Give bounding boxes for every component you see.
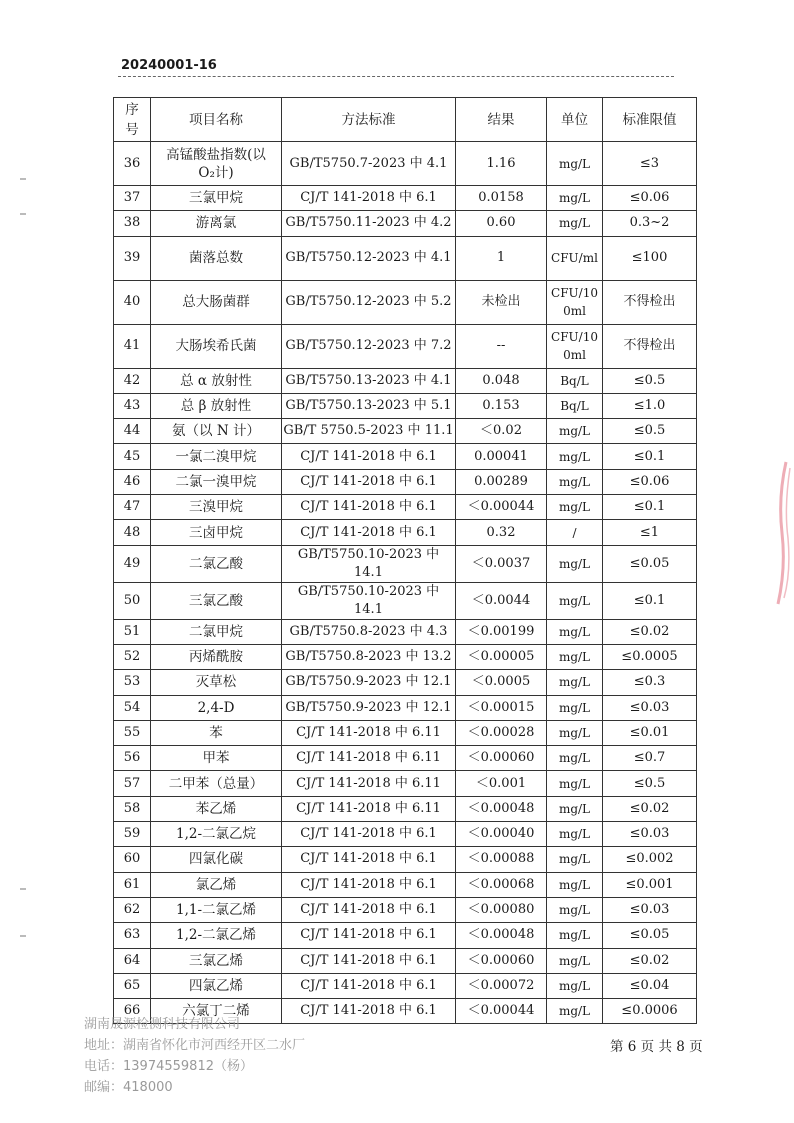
footer-phone: 电话：13974559812（杨） — [84, 1059, 253, 1074]
cell-result: ＜0.00080 — [456, 897, 547, 922]
cell-limit: ≤0.05 — [603, 923, 697, 948]
cell-result: ＜0.00015 — [456, 695, 547, 720]
cell-item: 1,2-二氯乙烯 — [151, 923, 282, 948]
cell-limit: ≤0.002 — [603, 847, 697, 872]
cell-method: GB/T5750.8-2023 中 13.2 — [282, 644, 456, 669]
cell-result: 0.32 — [456, 520, 547, 545]
cell-limit: ≤0.1 — [603, 495, 697, 520]
cell-result: 未检出 — [456, 280, 547, 324]
cell-method: CJ/T 141-2018 中 6.1 — [282, 973, 456, 998]
cell-limit: ≤0.03 — [603, 897, 697, 922]
table-row — [114, 973, 697, 998]
cell-unit: mg/L — [547, 419, 603, 444]
cell-seq: 48 — [114, 520, 151, 545]
cell-method: CJ/T 141-2018 中 6.1 — [282, 444, 456, 469]
cell-unit: Bq/L — [547, 368, 603, 393]
cell-limit: ≤0.7 — [603, 746, 697, 771]
cell-item: 二氯乙酸 — [151, 545, 282, 582]
cell-item: 游离氯 — [151, 211, 282, 236]
cell-seq: 39 — [114, 236, 151, 280]
cell-method: GB/T5750.13-2023 中 5.1 — [282, 393, 456, 418]
cell-seq: 55 — [114, 720, 151, 745]
cell-item: 四氯化碳 — [151, 847, 282, 872]
cell-item: 1,1-二氯乙烯 — [151, 897, 282, 922]
cell-unit: mg/L — [547, 923, 603, 948]
cell-unit: mg/L — [547, 948, 603, 973]
footer-postcode: 邮编：418000 — [84, 1080, 173, 1095]
cell-item: 一氯二溴甲烷 — [151, 444, 282, 469]
header-result: 结果 — [456, 98, 547, 142]
table-row — [114, 419, 697, 444]
cell-method: CJ/T 141-2018 中 6.1 — [282, 822, 456, 847]
cell-item: 总大肠菌群 — [151, 280, 282, 324]
cell-method: GB/T5750.10-2023 中 14.1 — [282, 545, 456, 582]
cell-seq: 38 — [114, 211, 151, 236]
cell-result: ＜0.00060 — [456, 948, 547, 973]
table-row — [114, 796, 697, 821]
cell-result: ＜0.001 — [456, 771, 547, 796]
cell-seq: 64 — [114, 948, 151, 973]
table-row — [114, 142, 697, 186]
cell-limit: 不得检出 — [603, 324, 697, 368]
cell-limit: ≤0.1 — [603, 444, 697, 469]
cell-item: 二甲苯（总量） — [151, 771, 282, 796]
cell-seq: 57 — [114, 771, 151, 796]
cell-result: 0.048 — [456, 368, 547, 393]
table-row — [114, 495, 697, 520]
cell-unit: mg/L — [547, 495, 603, 520]
cell-item: 大肠埃希氏菌 — [151, 324, 282, 368]
cell-limit: ≤0.05 — [603, 545, 697, 582]
cell-item: 2,4-D — [151, 695, 282, 720]
cell-result: ＜0.02 — [456, 419, 547, 444]
cell-method: CJ/T 141-2018 中 6.1 — [282, 186, 456, 211]
footer-company: 湖南晟源检测科技有限公司 — [84, 1017, 241, 1032]
cell-seq: 45 — [114, 444, 151, 469]
cell-method: CJ/T 141-2018 中 6.11 — [282, 746, 456, 771]
cell-item: 苯 — [151, 720, 282, 745]
table-row — [114, 771, 697, 796]
margin-mark — [20, 935, 26, 937]
margin-mark — [20, 888, 26, 890]
table-row — [114, 444, 697, 469]
cell-seq: 54 — [114, 695, 151, 720]
cell-result: ＜0.00199 — [456, 619, 547, 644]
table-body — [114, 142, 697, 1024]
cell-method: CJ/T 141-2018 中 6.1 — [282, 520, 456, 545]
header-item: 项目名称 — [151, 98, 282, 142]
margin-mark — [20, 213, 26, 215]
header-method: 方法标准 — [282, 98, 456, 142]
cell-limit: ≤0.02 — [603, 796, 697, 821]
cell-limit: ≤0.04 — [603, 973, 697, 998]
cell-item: 氯乙烯 — [151, 872, 282, 897]
cell-method: GB/T5750.8-2023 中 4.3 — [282, 619, 456, 644]
cell-unit: mg/L — [547, 142, 603, 186]
cell-item: 高锰酸盐指数(以O₂计) — [151, 142, 282, 186]
cell-item: 1,2-二氯乙烷 — [151, 822, 282, 847]
cell-item: 灭草松 — [151, 670, 282, 695]
cell-unit: mg/L — [547, 973, 603, 998]
report-number: 20240001-16 — [121, 58, 217, 73]
header-limit: 标准限值 — [603, 98, 697, 142]
cell-item: 三卤甲烷 — [151, 520, 282, 545]
cell-seq: 46 — [114, 469, 151, 494]
cell-method: CJ/T 141-2018 中 6.1 — [282, 495, 456, 520]
cell-seq: 41 — [114, 324, 151, 368]
cell-method: GB/T5750.11-2023 中 4.2 — [282, 211, 456, 236]
cell-result: 1.16 — [456, 142, 547, 186]
cell-item: 甲苯 — [151, 746, 282, 771]
table-row — [114, 872, 697, 897]
cell-item: 丙烯酰胺 — [151, 644, 282, 669]
cell-unit: mg/L — [547, 897, 603, 922]
cell-item: 总 α 放射性 — [151, 368, 282, 393]
cell-seq: 62 — [114, 897, 151, 922]
cell-seq: 53 — [114, 670, 151, 695]
cell-item: 三氯乙烯 — [151, 948, 282, 973]
cell-result: 0.0158 — [456, 186, 547, 211]
cell-result: ＜0.00060 — [456, 746, 547, 771]
table-row — [114, 582, 697, 619]
cell-item: 苯乙烯 — [151, 796, 282, 821]
cell-result: ＜0.00040 — [456, 822, 547, 847]
cell-method: GB/T5750.13-2023 中 4.1 — [282, 368, 456, 393]
cell-limit: ≤3 — [603, 142, 697, 186]
cell-limit: ≤0.5 — [603, 368, 697, 393]
table-row — [114, 822, 697, 847]
margin-mark — [20, 178, 26, 180]
cell-item: 四氯乙烯 — [151, 973, 282, 998]
cell-seq: 65 — [114, 973, 151, 998]
cell-limit: ≤1 — [603, 520, 697, 545]
cell-unit: CFU/100ml — [547, 280, 603, 324]
cell-limit: ≤0.02 — [603, 948, 697, 973]
cell-result: ＜0.00048 — [456, 923, 547, 948]
cell-item: 菌落总数 — [151, 236, 282, 280]
table-row — [114, 324, 697, 368]
cell-seq: 66 — [114, 999, 151, 1024]
cell-result: ＜0.00068 — [456, 872, 547, 897]
cell-item: 三溴甲烷 — [151, 495, 282, 520]
cell-method: CJ/T 141-2018 中 6.1 — [282, 897, 456, 922]
table-row — [114, 545, 697, 582]
cell-seq: 61 — [114, 872, 151, 897]
cell-unit: Bq/L — [547, 393, 603, 418]
cell-seq: 47 — [114, 495, 151, 520]
cell-unit: mg/L — [547, 746, 603, 771]
cell-unit: CFU/100ml — [547, 324, 603, 368]
cell-unit: mg/L — [547, 545, 603, 582]
cell-unit: mg/L — [547, 444, 603, 469]
cell-result: ＜0.00088 — [456, 847, 547, 872]
table-row — [114, 897, 697, 922]
cell-unit: mg/L — [547, 582, 603, 619]
cell-limit: ≤0.03 — [603, 695, 697, 720]
cell-seq: 44 — [114, 419, 151, 444]
cell-limit: ≤0.06 — [603, 186, 697, 211]
cell-seq: 37 — [114, 186, 151, 211]
cell-seq: 63 — [114, 923, 151, 948]
cell-method: GB/T5750.12-2023 中 7.2 — [282, 324, 456, 368]
cell-limit: ≤0.01 — [603, 720, 697, 745]
cell-unit: mg/L — [547, 771, 603, 796]
cell-seq: 52 — [114, 644, 151, 669]
page-number: 第 6 页 共 8 页 — [610, 1039, 703, 1055]
results-table — [113, 97, 697, 1024]
cell-limit: ≤0.02 — [603, 619, 697, 644]
cell-item: 六氯丁二烯 — [151, 999, 282, 1024]
cell-unit: mg/L — [547, 720, 603, 745]
cell-seq: 51 — [114, 619, 151, 644]
cell-result: ＜0.0044 — [456, 582, 547, 619]
table-row — [114, 236, 697, 280]
cell-item: 三氯甲烷 — [151, 186, 282, 211]
cell-unit: / — [547, 520, 603, 545]
cell-unit: mg/L — [547, 822, 603, 847]
table-row — [114, 720, 697, 745]
table-row — [114, 368, 697, 393]
cell-result: ＜0.00048 — [456, 796, 547, 821]
table-row — [114, 847, 697, 872]
cell-limit: ≤0.06 — [603, 469, 697, 494]
cell-limit: ≤0.0006 — [603, 999, 697, 1024]
cell-method: CJ/T 141-2018 中 6.1 — [282, 923, 456, 948]
header-unit: 单位 — [547, 98, 603, 142]
cell-seq: 42 — [114, 368, 151, 393]
cell-unit: mg/L — [547, 695, 603, 720]
table-row — [114, 619, 697, 644]
table-row — [114, 186, 697, 211]
cell-limit: ≤0.5 — [603, 419, 697, 444]
cell-seq: 36 — [114, 142, 151, 186]
table-row — [114, 520, 697, 545]
table-row — [114, 923, 697, 948]
cell-result: ＜0.00028 — [456, 720, 547, 745]
cell-result: 0.60 — [456, 211, 547, 236]
cell-seq: 60 — [114, 847, 151, 872]
cell-unit: mg/L — [547, 999, 603, 1024]
cell-item: 二氯甲烷 — [151, 619, 282, 644]
cell-seq: 43 — [114, 393, 151, 418]
cell-unit: mg/L — [547, 644, 603, 669]
cell-method: CJ/T 141-2018 中 6.1 — [282, 872, 456, 897]
cell-unit: mg/L — [547, 619, 603, 644]
cell-method: GB/T5750.12-2023 中 4.1 — [282, 236, 456, 280]
cell-limit: ≤100 — [603, 236, 697, 280]
table-row — [114, 948, 697, 973]
header-divider — [118, 76, 674, 77]
cell-result: ＜0.0037 — [456, 545, 547, 582]
cell-limit: ≤0.001 — [603, 872, 697, 897]
table-row — [114, 211, 697, 236]
cell-seq: 58 — [114, 796, 151, 821]
cell-method: GB/T5750.7-2023 中 4.1 — [282, 142, 456, 186]
cell-limit: ≤0.5 — [603, 771, 697, 796]
footer-address: 地址：湖南省怀化市河西经开区二水厂 — [84, 1038, 306, 1053]
cell-result: ＜0.00044 — [456, 999, 547, 1024]
table-row — [114, 469, 697, 494]
cell-item: 总 β 放射性 — [151, 393, 282, 418]
cell-method: CJ/T 141-2018 中 6.1 — [282, 999, 456, 1024]
table-row — [114, 393, 697, 418]
cell-unit: mg/L — [547, 796, 603, 821]
cell-result: ＜0.0005 — [456, 670, 547, 695]
cell-seq: 40 — [114, 280, 151, 324]
cell-method: GB/T5750.10-2023 中 14.1 — [282, 582, 456, 619]
cell-item: 氨（以 N 计） — [151, 419, 282, 444]
cell-limit: ≤1.0 — [603, 393, 697, 418]
cell-limit: ≤0.1 — [603, 582, 697, 619]
table-row — [114, 670, 697, 695]
cell-item: 三氯乙酸 — [151, 582, 282, 619]
table-header-row — [114, 98, 697, 142]
table-row — [114, 746, 697, 771]
cell-limit: ≤0.3 — [603, 670, 697, 695]
company-footer — [84, 1014, 305, 1098]
cell-limit: ≤0.0005 — [603, 644, 697, 669]
table-row — [114, 695, 697, 720]
seal-fragment-icon — [764, 458, 794, 608]
cell-result: 0.153 — [456, 393, 547, 418]
cell-result: -- — [456, 324, 547, 368]
cell-method: GB/T5750.9-2023 中 12.1 — [282, 670, 456, 695]
cell-method: CJ/T 141-2018 中 6.1 — [282, 847, 456, 872]
cell-seq: 50 — [114, 582, 151, 619]
cell-seq: 56 — [114, 746, 151, 771]
cell-method: CJ/T 141-2018 中 6.11 — [282, 720, 456, 745]
cell-limit: 0.3~2 — [603, 211, 697, 236]
cell-item: 二氯一溴甲烷 — [151, 469, 282, 494]
cell-seq: 49 — [114, 545, 151, 582]
cell-unit: mg/L — [547, 847, 603, 872]
cell-unit: mg/L — [547, 469, 603, 494]
cell-unit: mg/L — [547, 872, 603, 897]
cell-unit: mg/L — [547, 670, 603, 695]
cell-limit: ≤0.03 — [603, 822, 697, 847]
cell-method: CJ/T 141-2018 中 6.11 — [282, 771, 456, 796]
cell-unit: mg/L — [547, 186, 603, 211]
cell-limit: 不得检出 — [603, 280, 697, 324]
cell-result: ＜0.00044 — [456, 495, 547, 520]
table-row — [114, 280, 697, 324]
cell-method: CJ/T 141-2018 中 6.11 — [282, 796, 456, 821]
cell-result: 0.00289 — [456, 469, 547, 494]
cell-method: CJ/T 141-2018 中 6.1 — [282, 469, 456, 494]
header-seq: 序号 — [114, 98, 151, 142]
cell-result: ＜0.00005 — [456, 644, 547, 669]
cell-result: ＜0.00072 — [456, 973, 547, 998]
cell-unit: mg/L — [547, 211, 603, 236]
cell-method: GB/T5750.9-2023 中 12.1 — [282, 695, 456, 720]
cell-method: CJ/T 141-2018 中 6.1 — [282, 948, 456, 973]
cell-method: GB/T5750.12-2023 中 5.2 — [282, 280, 456, 324]
cell-method: GB/T 5750.5-2023 中 11.1 — [282, 419, 456, 444]
table-row — [114, 644, 697, 669]
cell-unit: CFU/ml — [547, 236, 603, 280]
cell-result: 1 — [456, 236, 547, 280]
cell-result: 0.00041 — [456, 444, 547, 469]
cell-seq: 59 — [114, 822, 151, 847]
